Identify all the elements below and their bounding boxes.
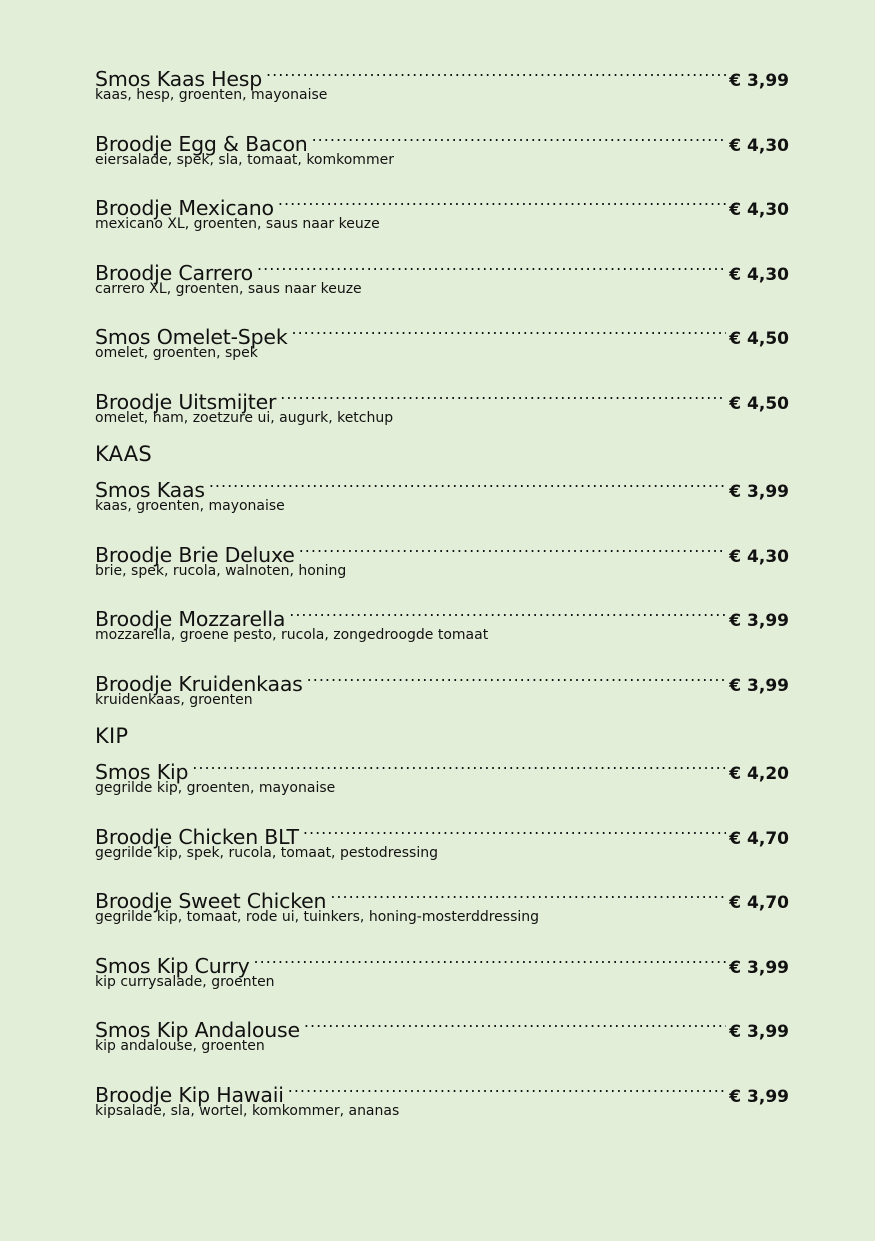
menu-item-row	[95, 56, 789, 91]
dot-leader	[288, 1072, 727, 1102]
menu-item-description: kaas, hesp, groenten, mayonaise	[95, 87, 328, 103]
menu-item-price: € 4,30	[729, 200, 789, 220]
dot-leader	[257, 250, 726, 280]
menu-item-row	[95, 379, 789, 414]
menu-item-description: kip andalouse, groenten	[95, 1038, 265, 1054]
menu-item-row	[95, 467, 789, 502]
menu-item-name: Smos Omelet-Spek	[95, 325, 288, 349]
menu-item-price: € 4,30	[729, 546, 789, 567]
menu-item-row	[95, 250, 789, 285]
menu-item	[95, 814, 789, 864]
menu-item-description: kip currysalade, groenten	[95, 973, 275, 990]
dot-leader	[266, 56, 726, 86]
section-broodjes	[95, 56, 789, 429]
dot-leader	[289, 596, 726, 626]
menu-item-name: Broodje Chicken BLT	[95, 824, 299, 849]
menu-item-price: € 3,99	[729, 611, 789, 631]
menu-item-name: Broodje Egg & Bacon	[95, 131, 308, 156]
menu-item	[95, 1072, 789, 1122]
dot-leader	[304, 1007, 726, 1037]
dot-leader	[307, 661, 727, 691]
menu-item-price: € 4,50	[729, 393, 789, 414]
dot-leader	[280, 379, 726, 409]
menu-item-name: Broodje Sweet Chicken	[95, 889, 327, 913]
menu-item-description: mexicano XL, groenten, saus naar keuze	[95, 216, 380, 232]
menu-item-row	[95, 1072, 789, 1107]
menu-item-description: gegrilde kip, spek, rucola, tomaat, pestodressing	[95, 844, 438, 861]
menu-item	[95, 56, 789, 106]
menu-item-name: Smos Kaas Hesp	[95, 67, 263, 91]
menu-item-name: Broodje Carrero	[95, 260, 254, 285]
menu-item-price: € 3,99	[729, 1022, 789, 1042]
dot-leader	[330, 878, 726, 908]
menu-item-price: € 4,30	[729, 264, 789, 285]
dot-leader	[312, 121, 727, 151]
section-heading: KAAS	[95, 442, 152, 466]
menu-item	[95, 596, 789, 646]
menu-item-name: Broodje Kip Hawaii	[95, 1082, 284, 1107]
menu-item-row	[95, 1007, 789, 1042]
dot-leader	[299, 532, 727, 562]
menu-item-description: mozzarella, groene pesto, rucola, zongedroogde tomaat	[95, 627, 489, 643]
menu-item-row	[95, 749, 789, 784]
menu-item	[95, 121, 789, 171]
menu-item-name: Smos Kip Andalouse	[95, 1018, 300, 1042]
menu-item-price: € 4,30	[729, 135, 789, 156]
menu-item-row	[95, 121, 789, 156]
menu-item	[95, 1007, 789, 1057]
menu-item	[95, 379, 789, 429]
menu-item-description: kaas, groenten, mayonaise	[95, 498, 285, 514]
menu-item-description: gegrilde kip, tomaat, rode ui, tuinkers, honing-mosterddressing	[95, 909, 540, 925]
menu-item	[95, 467, 789, 517]
menu-item-row	[95, 596, 789, 631]
menu-item-name: Broodje Mexicano	[95, 196, 274, 220]
menu-item-description: omelet, ham, zoetzure ui, augurk, ketchup	[95, 409, 394, 426]
menu-item	[95, 532, 789, 582]
menu-item-description: carrero XL, groenten, saus naar keuze	[95, 280, 362, 297]
menu-item-price: € 3,99	[729, 71, 789, 91]
menu-item-price: € 3,99	[729, 675, 789, 696]
dot-leader	[209, 467, 726, 497]
menu-item-price: € 3,99	[729, 957, 789, 978]
menu-item-row	[95, 814, 789, 849]
menu-item	[95, 250, 789, 300]
menu-item-price: € 4,70	[729, 893, 789, 913]
menu-item	[95, 749, 789, 799]
menu-item-description: kruidenkaas, groenten	[95, 691, 253, 708]
section-heading: KIP	[95, 724, 129, 748]
menu-item-name: Broodje Kruidenkaas	[95, 671, 303, 696]
menu-item-description: gegrilde kip, groenten, mayonaise	[95, 780, 336, 796]
section-kaas	[95, 439, 789, 711]
menu-item-description: brie, spek, rucola, walnoten, honing	[95, 562, 347, 579]
menu-item-price: € 3,99	[729, 1086, 789, 1107]
menu-item-row	[95, 878, 789, 913]
menu-item-row	[95, 185, 789, 220]
menu-item	[95, 185, 789, 235]
menu-item-name: Broodje Uitsmijter	[95, 389, 277, 414]
menu-item-row	[95, 661, 789, 696]
dot-leader	[292, 314, 727, 344]
menu-item-price: € 3,99	[729, 482, 789, 502]
menu-item-name: Smos Kip Curry	[95, 953, 250, 978]
menu-item-price: € 4,70	[729, 828, 789, 849]
menu-item-name: Broodje Mozzarella	[95, 607, 286, 631]
menu-item	[95, 314, 789, 364]
menu-item-description: eiersalade, spek, sla, tomaat, komkommer	[95, 151, 394, 168]
menu-item	[95, 661, 789, 711]
menu-item-description: omelet, groenten, spek	[95, 345, 258, 361]
dot-leader	[254, 943, 727, 973]
menu-item-name: Smos Kip	[95, 760, 189, 784]
menu-item-name: Smos Kaas	[95, 478, 205, 502]
menu-item	[95, 943, 789, 993]
menu-item	[95, 878, 789, 928]
menu-item-description: kipsalade, sla, wortel, komkommer, ananas	[95, 1102, 400, 1119]
dot-leader	[278, 185, 726, 215]
menu-item-row	[95, 943, 789, 978]
dot-leader	[303, 814, 726, 844]
menu-item-price: € 4,20	[729, 764, 789, 784]
menu-item-row	[95, 314, 789, 349]
menu-item-row	[95, 532, 789, 567]
menu-item-name: Broodje Brie Deluxe	[95, 542, 295, 567]
section-kip	[95, 721, 789, 1122]
menu-item-price: € 4,50	[729, 329, 789, 349]
dot-leader	[192, 749, 726, 779]
